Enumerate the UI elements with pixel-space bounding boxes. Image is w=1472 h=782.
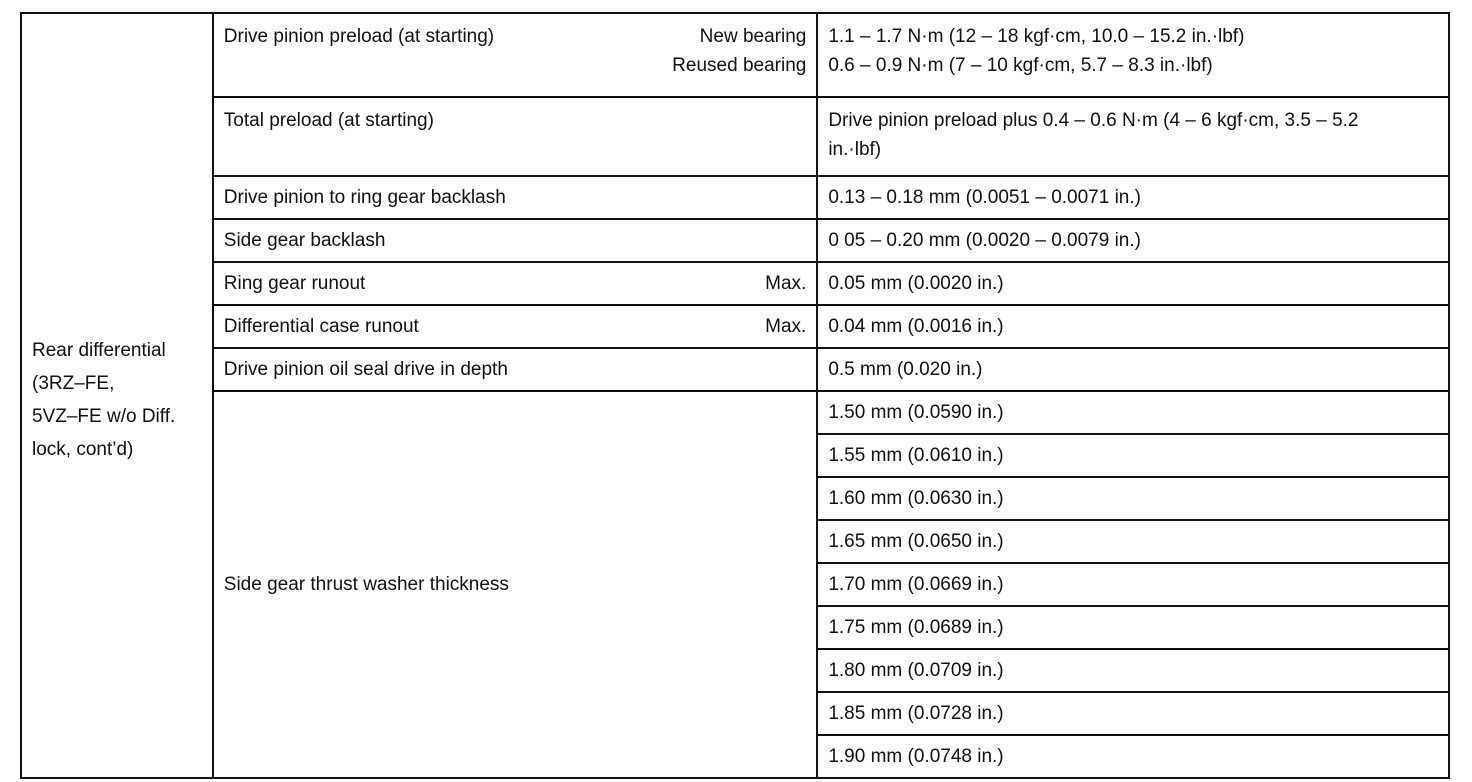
value-cell: [817, 606, 1449, 649]
value-cell: [817, 735, 1449, 778]
value-text: 1.75 mm (0.0689 in.): [828, 617, 1004, 638]
item-label: Total preload (at starting): [223, 110, 434, 131]
section-label-line: (3RZ–FE,: [32, 372, 115, 394]
value-text: 1.60 mm (0.0630 in.): [828, 488, 1004, 509]
value-cell: [817, 97, 1449, 176]
value-text: 0.5 mm (0.020 in.): [828, 359, 983, 380]
value-cell: [817, 13, 1449, 97]
value-text: 0.6 – 0.9 N·m (7 – 10 kgf·cm, 5.7 – 8.3 in.·lbf): [828, 55, 1213, 76]
table-row: [21, 348, 1449, 391]
table-row: [21, 219, 1449, 262]
value-text: 1.65 mm (0.0650 in.): [828, 531, 1004, 552]
item-cell: [213, 391, 818, 778]
table-row: [21, 97, 1449, 176]
value-cell: [817, 477, 1449, 520]
table-row: [21, 262, 1449, 305]
section-label-line: Rear differential: [32, 339, 166, 361]
table-row: [21, 391, 1449, 434]
section-label-line: lock, cont’d): [32, 438, 134, 460]
limit-label: Max.: [765, 316, 807, 337]
value-cell: [817, 563, 1449, 606]
item-cell: [213, 97, 818, 176]
value-cell: [817, 391, 1449, 434]
condition-label: Reused bearing: [672, 55, 807, 76]
item-cell: [213, 262, 818, 305]
value-cell: [817, 348, 1449, 391]
table-row: [21, 13, 1449, 97]
section-label-line: 5VZ–FE w/o Diff.: [32, 405, 176, 427]
item-cell: [213, 176, 818, 219]
item-label: Drive pinion oil seal drive in depth: [223, 359, 508, 380]
condition-label: New bearing: [699, 26, 807, 47]
table-row: [21, 305, 1449, 348]
value-text: 1.85 mm (0.0728 in.): [828, 703, 1004, 724]
value-text: 0.04 mm (0.0016 in.): [828, 316, 1004, 337]
item-label: Drive pinion to ring gear backlash: [223, 187, 506, 208]
value-text: 1.55 mm (0.0610 in.): [828, 445, 1004, 466]
table-row: [21, 176, 1449, 219]
value-text: 0.13 – 0.18 mm (0.0051 – 0.0071 in.): [828, 187, 1141, 208]
condition-list: [672, 22, 806, 80]
item-label: Differential case runout: [223, 316, 419, 337]
item-cell: [213, 13, 818, 97]
value-text: 1.80 mm (0.0709 in.): [828, 660, 1004, 681]
item-cell: [213, 305, 818, 348]
value-cell: [817, 262, 1449, 305]
item-cell: [213, 348, 818, 391]
value-cell: [817, 219, 1449, 262]
limit-label: Max.: [765, 273, 807, 294]
value-cell: [817, 176, 1449, 219]
value-text: Drive pinion preload plus 0.4 – 0.6 N·m (4 – 6 kgf·cm, 3.5 – 5.2: [828, 110, 1359, 131]
spec-table: [20, 12, 1450, 779]
value-text: 1.70 mm (0.0669 in.): [828, 574, 1004, 595]
value-cell: [817, 520, 1449, 563]
value-text: 0.05 mm (0.0020 in.): [828, 273, 1004, 294]
value-text: in.·lbf): [828, 139, 882, 160]
value-text: 1.90 mm (0.0748 in.): [828, 746, 1004, 767]
value-text: 0 05 – 0.20 mm (0.0020 – 0.0079 in.): [828, 230, 1141, 251]
value-text: 1.50 mm (0.0590 in.): [828, 402, 1004, 423]
item-label: Side gear backlash: [223, 230, 386, 251]
item-label: Side gear thrust washer thickness: [223, 574, 509, 595]
value-cell: [817, 692, 1449, 735]
section-label-cell: [21, 13, 213, 778]
value-cell: [817, 305, 1449, 348]
value-cell: [817, 649, 1449, 692]
item-label: Ring gear runout: [223, 273, 366, 294]
item-cell: [213, 219, 818, 262]
value-text: 1.1 – 1.7 N·m (12 – 18 kgf·cm, 10.0 – 15.2 in.·lbf): [828, 26, 1245, 47]
value-cell: [817, 434, 1449, 477]
item-label: Drive pinion preload (at starting): [223, 26, 495, 47]
